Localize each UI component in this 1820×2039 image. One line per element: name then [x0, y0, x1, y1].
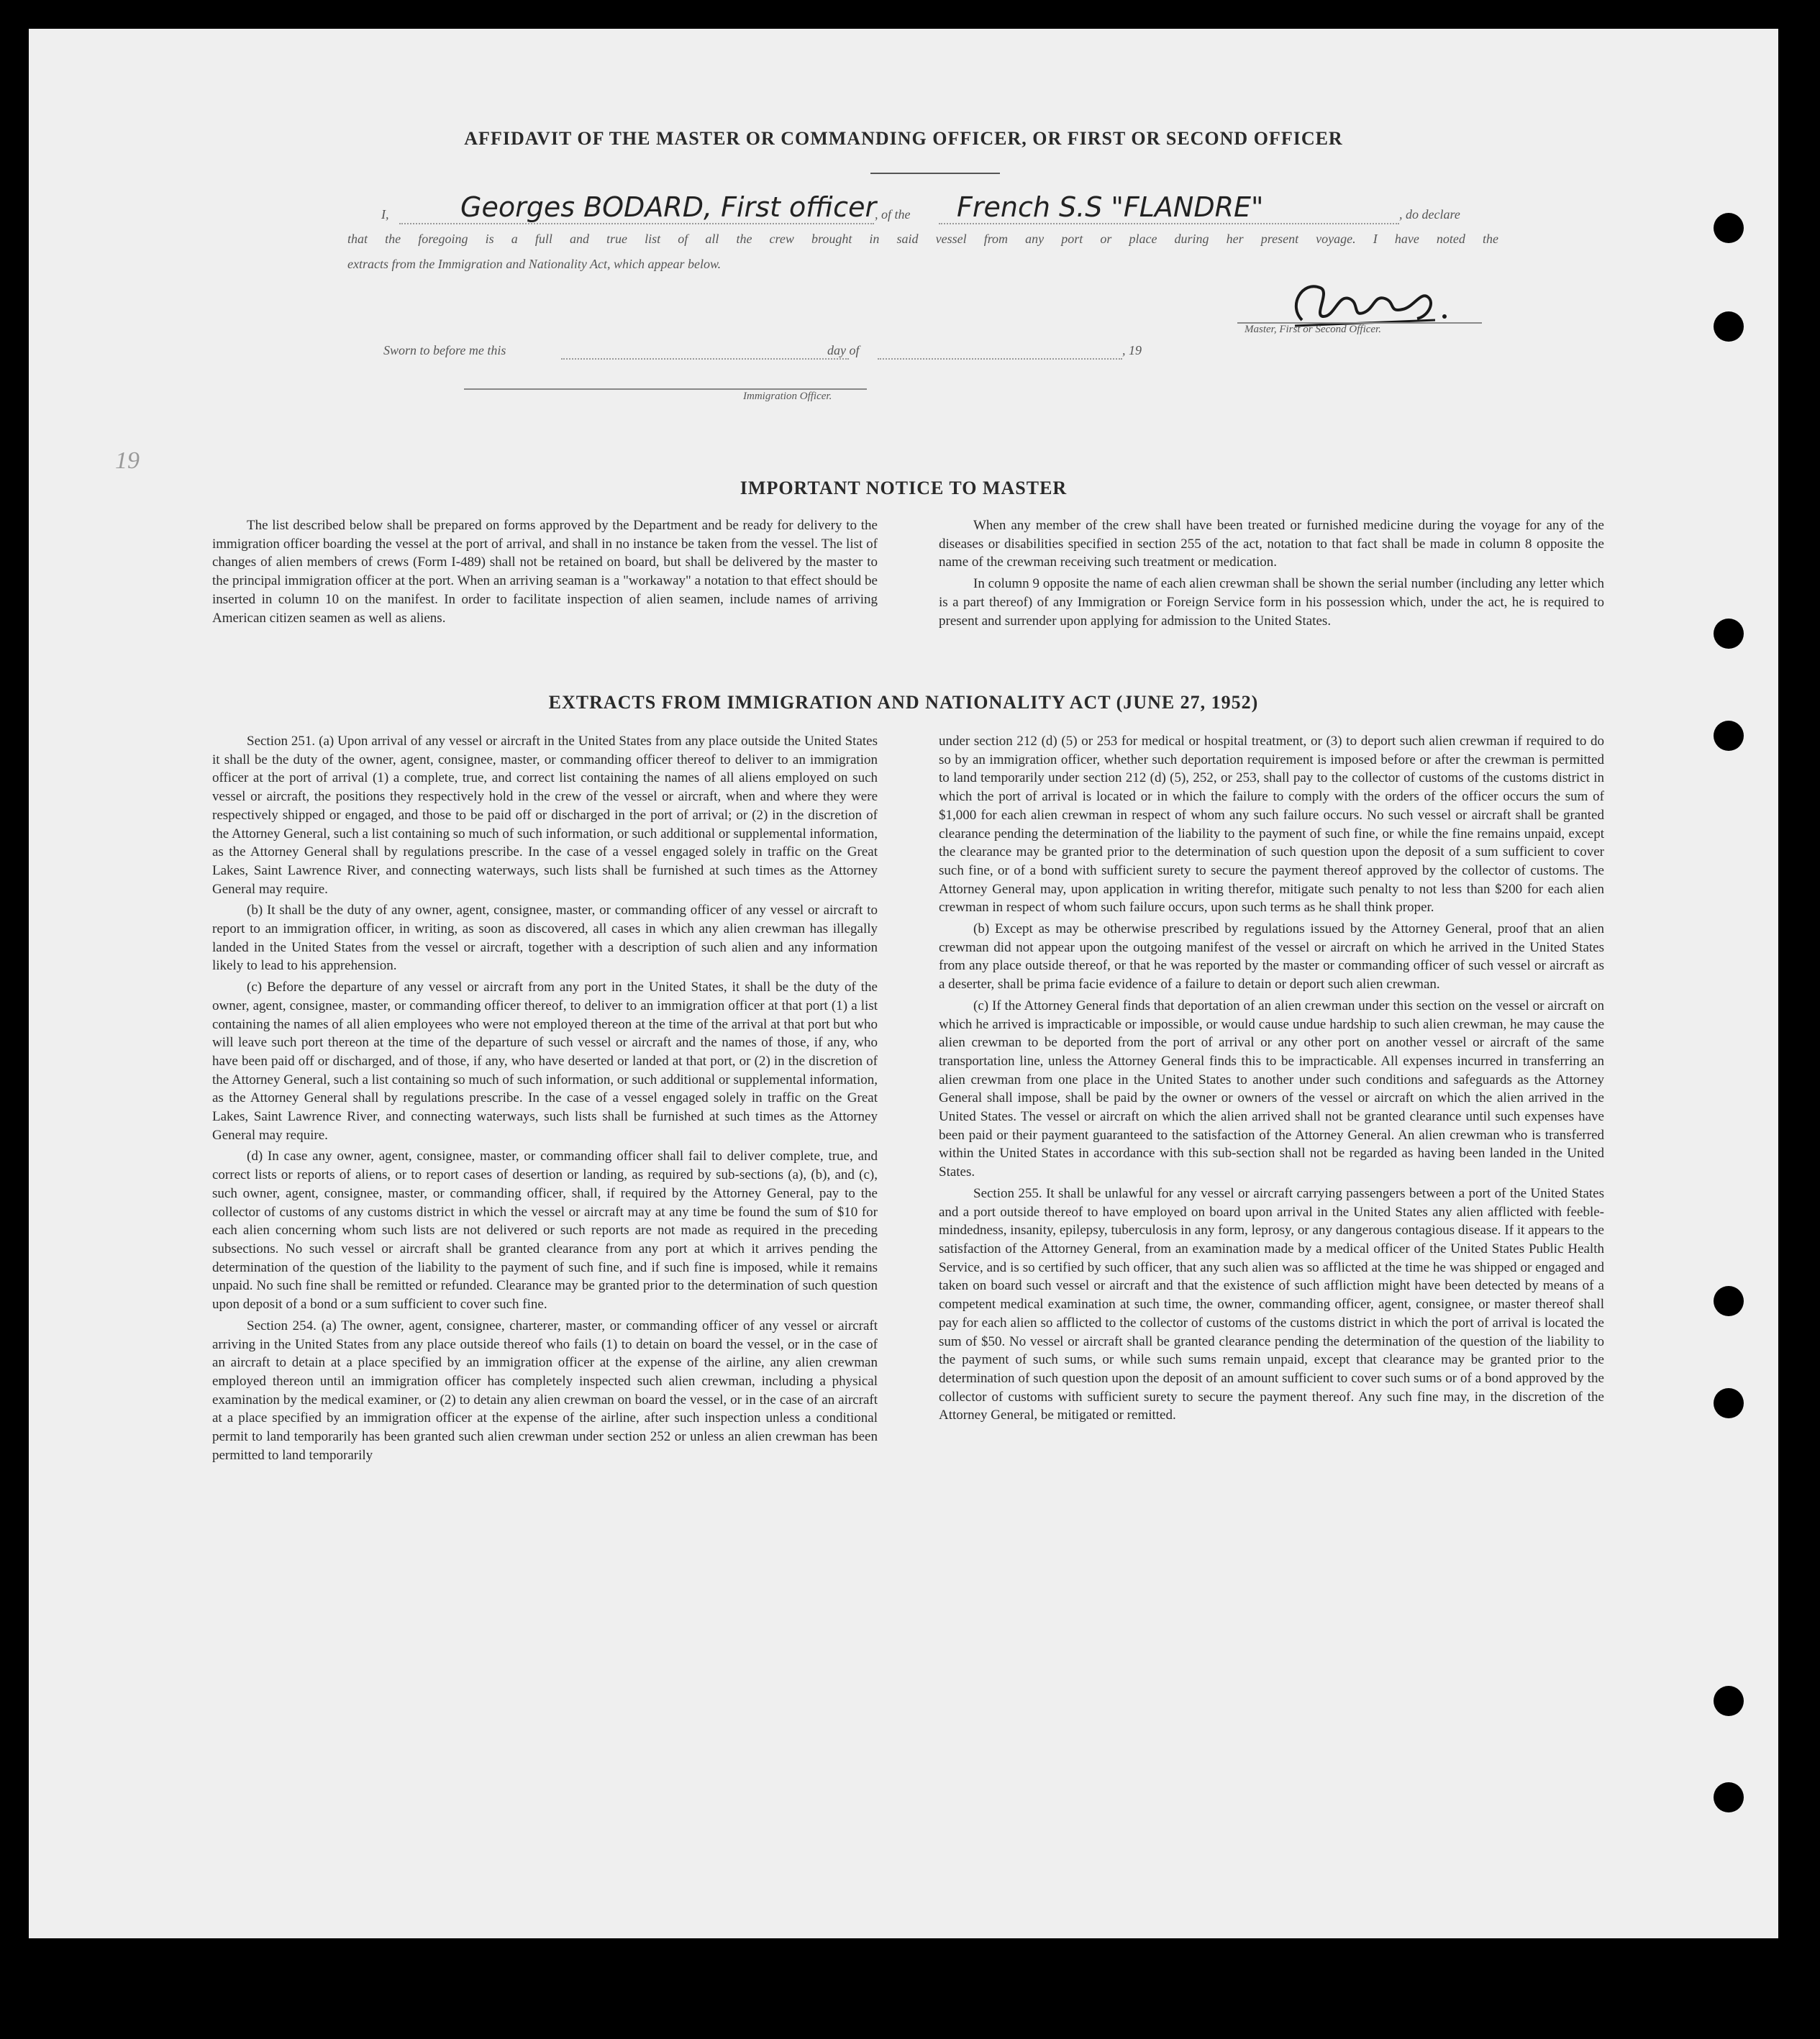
vessel-line	[939, 223, 1399, 224]
binder-hole	[1714, 721, 1744, 751]
do-declare-label: , do declare	[1399, 207, 1460, 222]
of-the-label: , of the	[875, 207, 911, 222]
act-section-254a-cont: under section 212 (d) (5) or 253 for medical or hospital treatment, or (3) to deport such alien crewman if required to do so by an immigration officer, whether such deportation requirement is imposed before or after the crewman is permitted to land temporarily under section 212 (d) (5), 252, or 253, shall pay to the collector of customs of the customs district in which the port of arrival is located or in which the failure to comply with the orders of the officer occurs the sum of $1,000 for each alien crewman in respect of whom any such failure occurs. No such vessel or aircraft shall be granted clearance pending the determination of the liability to the payment of such fine, or while the fine remains unpaid, except the clearance may be granted prior to the determination of such question upon the deposit of a sum sufficient to cover such fine, or of a bond with sufficient surety to secure the payment thereof approved by the collector of customs. The Attorney General may, upon application in writing therefor, mitigate such penalty to not less than $200 for each alien crewman in respect of whom such failure occurs, upon such terms as he shall think proper.	[939, 734, 1604, 916]
day-of-label: day of	[827, 343, 860, 357]
binder-hole	[1714, 311, 1744, 342]
sworn-month-line	[878, 358, 1122, 360]
declarant-name: Georges BODARD, First officer	[460, 191, 877, 223]
notice-left-column	[212, 516, 878, 630]
act-section-254c: (c) If the Attorney General finds that deportation of an alien crewman under this section on the vessel or aircraft on which he arrived is impracticable or impossible, or would cause undue hardship to such alien crewman, he may cause the alien crewman to be deported from the port of arrival or any other port on another vessel or aircraft of the same transportation line, unless the Attorney General finds this to be impracticable. All expenses incurred in transferring an alien crewman from one place in the United States to another under such conditions and safeguards as the Attorney General shall impose, shall be paid by the owner or owners of the vessel or aircraft on which the alien arrived in the United States. The vessel or aircraft on which the alien arrived shall not be granted clearance until such expenses have been paid or their payment guaranteed to the satisfaction of the Attorney General. An alien crewman who is transferred within the United States in accordance with this sub-section shall not be regarded as having been landed in the United States.	[939, 998, 1604, 1180]
act-section-255: Section 255. It shall be unlawful for any vessel or aircraft carrying passengers between a port of the United States and a port outside thereof to have employed on board upon arrival in the United States any alien afflicted with feeble-mindedness, insanity, epilepsy, tuberculosis in any form, leprosy, or any dangerous contagious disease. If it appears to the satisfaction of the Attorney General, from an examination made by a medical officer of the United States Public Health Service, and is so certified by such officer, that any such alien was so afflicted at the time he was shipped or engaged and taken on board such vessel or aircraft and that the existence of such affliction might have been detected by means of a competent medical examination at such time, the owner, commanding officer, agent, consignee, or master thereof shall pay for each alien so afflicted to the collector of customs of the customs district in which the port of arrival is located the sum of $50. No vessel or aircraft shall be granted clearance pending the determination of the question of the liability to the payment of such sums, or while such sums remain unpaid, except that clearance may be granted prior to the determination of such question upon the deposit of an amount sufficient to cover such sums or of a bond approved by the collector of customs with sufficient surety to secure the payment thereof. Any such fine may, in the discretion of the Attorney General, be mitigated or remitted.	[939, 1185, 1604, 1423]
declaration-text-line2: that the foregoing is a full and true list of all the crew brought in said vessel from any port or place during her present voyage. I have noted the	[347, 232, 1498, 246]
signature-caption: Master, First or Second Officer.	[1245, 324, 1381, 335]
binder-hole	[1714, 1286, 1744, 1316]
title-divider	[870, 173, 1000, 174]
immigration-officer-label: Immigration Officer.	[743, 391, 832, 402]
binder-hole	[1714, 619, 1744, 649]
notice-right-paragraph-1: When any member of the crew shall have been treated or furnished medicine during the voyage for any of the diseases or disabilities specified in section 255 of the act, notation to that fact shall be made in column 8 opposite the name of the crewman receiving such treatment or medication.	[939, 518, 1604, 570]
notice-title: IMPORTANT NOTICE TO MASTER	[740, 478, 1068, 498]
document-page	[29, 29, 1778, 1938]
notice-right-column	[939, 516, 1604, 633]
notice-left-paragraph: The list described below shall be prepared on forms approved by the Department and be ready for delivery to the immigration officer boarding the vessel at the port of arrival, and shall in no instance be taken from the vessel. The list of changes of alien members of crews (Form I-489) shall not be retained on board, but shall be delivered by the master to the principal immigration officer at the port. When an arriving seaman is a "workaway" a notation to that effect should be inserted in column 10 on the manifest. In order to facilitate inspection of alien seamen, include names of arriving American citizen seamen as well as aliens.	[212, 518, 878, 626]
year-label: , 19	[1122, 343, 1142, 357]
name-line	[399, 223, 874, 224]
immigration-officer-line	[464, 388, 867, 390]
act-right-column	[939, 732, 1604, 1428]
sworn-label: Sworn to before me this	[383, 343, 506, 357]
declaration-text-line3: extracts from the Immigration and Nationality Act, which appear below.	[347, 257, 722, 271]
notice-right-paragraph-2: In column 9 opposite the name of each alien crewman shall be shown the serial number (including any letter which is a part thereof) of any Immigration or Foreign Service form in his possession which, under the act, he is required to present and surrender upon applying for admission to the United States.	[939, 576, 1604, 629]
act-title: EXTRACTS FROM IMMIGRATION AND NATIONALITY ACT (JUNE 27, 1952)	[548, 692, 1259, 713]
binder-hole	[1714, 1686, 1744, 1716]
act-left-column	[212, 732, 878, 1467]
act-section-251a: Section 251. (a) Upon arrival of any vessel or aircraft in the United States from any place outside the United States it shall be the duty of the owner, agent, consignee, master, or commanding officer thereof to deliver to an immigration officer at the port of arrival (1) a complete, true, and correct list containing the names of all aliens employed on such vessel or aircraft, the positions they respectively hold in the crew of the vessel or aircraft, when and where they were respectively shipped or engaged, and those to be paid off or discharged in the port of arrival; or (2) in the discretion of the Attorney General, such a list containing so much of such information, or such additional or supplemental information, as the Attorney General shall by regulations prescribe. In the case of a vessel engaged solely in traffic on the Great Lakes, Saint Lawrence River, and connecting waterways, such lists shall be furnished at such times as the Attorney General may require.	[212, 734, 878, 897]
act-section-251d: (d) In case any owner, agent, consignee, master, or commanding officer shall fail to deliver complete, true, and correct lists or reports of aliens, or to report cases of desertion or landing, as required by sub-sections (a), (b), and (c), such owner, agent, consignee, master, or commanding officer, shall, if required by the Attorney General, pay to the collector of customs of any customs district in which the vessel or aircraft may at any time be found the sum of $10 for each alien concerning whom such lists are not delivered or such reports are not made as required in the preceding subsections. No such vessel or aircraft shall be granted clearance from any port at which it arrives pending the determination of the question of the liability to the payment of such fine, and if such fine is imposed, while it remains unpaid. No such fine shall be remitted or refunded. Clearance may be granted prior to the determination of such question upon deposit of a bond or a sum sufficient to cover such fine.	[212, 1149, 878, 1313]
affidavit-title: AFFIDAVIT OF THE MASTER OR COMMANDING OFFICER, OR FIRST OR SECOND OFFICER	[464, 128, 1343, 149]
act-section-254a: Section 254. (a) The owner, agent, consignee, charterer, master, or commanding officer of any vessel or aircraft arriving in the United States from any place outside thereof who fails (1) to detain on board the vessel, or in the case of an aircraft to detain at a place specified by an immigration officer at the expense of the airline, any alien crewman employed thereon until an immigration officer has completely inspected such alien crewman, including a physical examination by the medical examiner, or (2) to detain any alien crewman on board the vessel, or in the case of an aircraft at a place specified by an immigration officer at the expense of the airline, after such inspection unless a conditional permit to land temporarily has been granted such alien crewman under section 252 or unless an alien crewman has been permitted to land temporarily	[212, 1318, 878, 1463]
margin-mark: 19	[115, 447, 140, 474]
act-section-251b: (b) It shall be the duty of any owner, agent, consignee, master, or commanding officer of any vessel or aircraft to report to an immigration officer, in writing, as soon as discovered, all cases in which any alien crewman has illegally landed in the United States from the vessel or aircraft, together with a description of such alien and any information likely to lead to his apprehension.	[212, 903, 878, 974]
sworn-day-line	[561, 358, 849, 360]
act-section-251c: (c) Before the departure of any vessel or aircraft from any port in the United States, it shall be the duty of the owner, agent, consignee, master, or commanding officer thereof, to deliver to an immigration officer at that port (1) a list containing the names of all alien employees who were not employed thereon at the time of the arrival at that port but who will leave such port thereon at the time of the departure of such vessel or aircraft and the names of those, if any, who have been paid off or discharged, and of those, if any, who have deserted or landed at that port, or (2) in the discretion of the Attorney General, such a list containing so much of such information, or such additional or supplemental information, as the Attorney General shall by regulations prescribe. In the case of a vessel engaged solely in traffic on the Great Lakes, Saint Lawrence River, and connecting waterways, such lists shall be furnished at such times as the Attorney General may require.	[212, 980, 878, 1143]
vessel-name: French S.S "FLANDRE"	[957, 191, 1264, 223]
declaration-pronoun: I,	[381, 207, 389, 222]
act-section-254b: (b) Except as may be otherwise prescribed by regulations issued by the Attorney General, proof that an alien crewman did not appear upon the outgoing manifest of the vessel or aircraft on which he arrived in the United States from any place outside thereof, or that he was reported by the master or commanding officer of such vessel or aircraft as a deserter, shall be prima facie evidence of a failure to detain or deport such alien crewman.	[939, 921, 1604, 993]
binder-hole	[1714, 1782, 1744, 1812]
binder-hole	[1714, 213, 1744, 243]
binder-hole	[1714, 1388, 1744, 1418]
